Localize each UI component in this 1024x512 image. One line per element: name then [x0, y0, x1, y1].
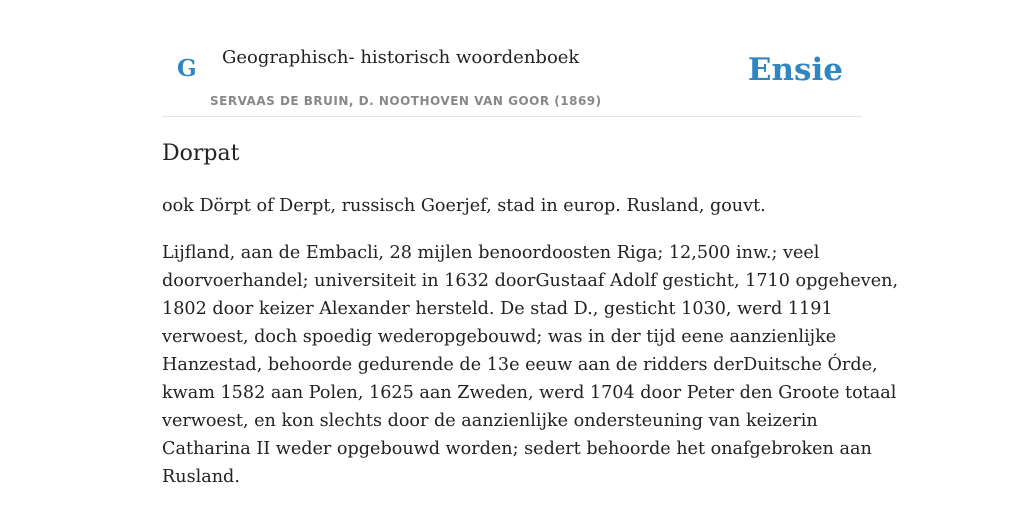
paragraph-line: kwam 1582 aan Polen, 1625 aan Zweden, werd 1704 door Peter den Groote totaal	[162, 383, 897, 403]
ensie-logo-link[interactable]: Ensie	[747, 52, 843, 88]
paragraph-line: doorvoerhandel; universiteit in 1632 doorGustaaf Adolf gesticht, 1710 opgeheven,	[162, 271, 899, 291]
paragraph-line: verwoest, doch spoedig wederopgebouwd; was in der tijd eene aanzienlijke	[162, 327, 837, 347]
paragraph-line: Catharina II weder opgebouwd worden; sedert behoorde het onafgebroken aan	[162, 439, 872, 459]
book-title[interactable]: Geographisch- historisch woordenboek	[222, 47, 580, 68]
entry-paragraph-1: ook Dörpt of Derpt, russisch Goerjef, stad in europ. Rusland, gouvt.	[162, 196, 766, 216]
paragraph-line: verwoest, en kon slechts door de aanzienlijke ondersteuning van keizerin	[162, 411, 818, 431]
paragraph-line: Hanzestad, behoorde gedurende de 13e eeuw aan de ridders derDuitsche Órde,	[162, 355, 878, 375]
book-author: SERVAAS DE BRUIN, D. NOOTHOVEN VAN GOOR (1869)	[210, 94, 602, 108]
entry-title: Dorpat	[162, 141, 240, 166]
paragraph-line: 1802 door keizer Alexander hersteld. De stad D., gesticht 1030, werd 1191	[162, 299, 833, 319]
paragraph-line: Rusland.	[162, 467, 240, 487]
entry-paragraph-2	[162, 239, 899, 491]
book-letter-icon: G	[177, 55, 197, 82]
paragraph-line: Lijfland, aan de Embacli, 28 mijlen benoordoosten Riga; 12,500 inw.; veel	[162, 243, 820, 263]
book-header	[162, 0, 862, 117]
